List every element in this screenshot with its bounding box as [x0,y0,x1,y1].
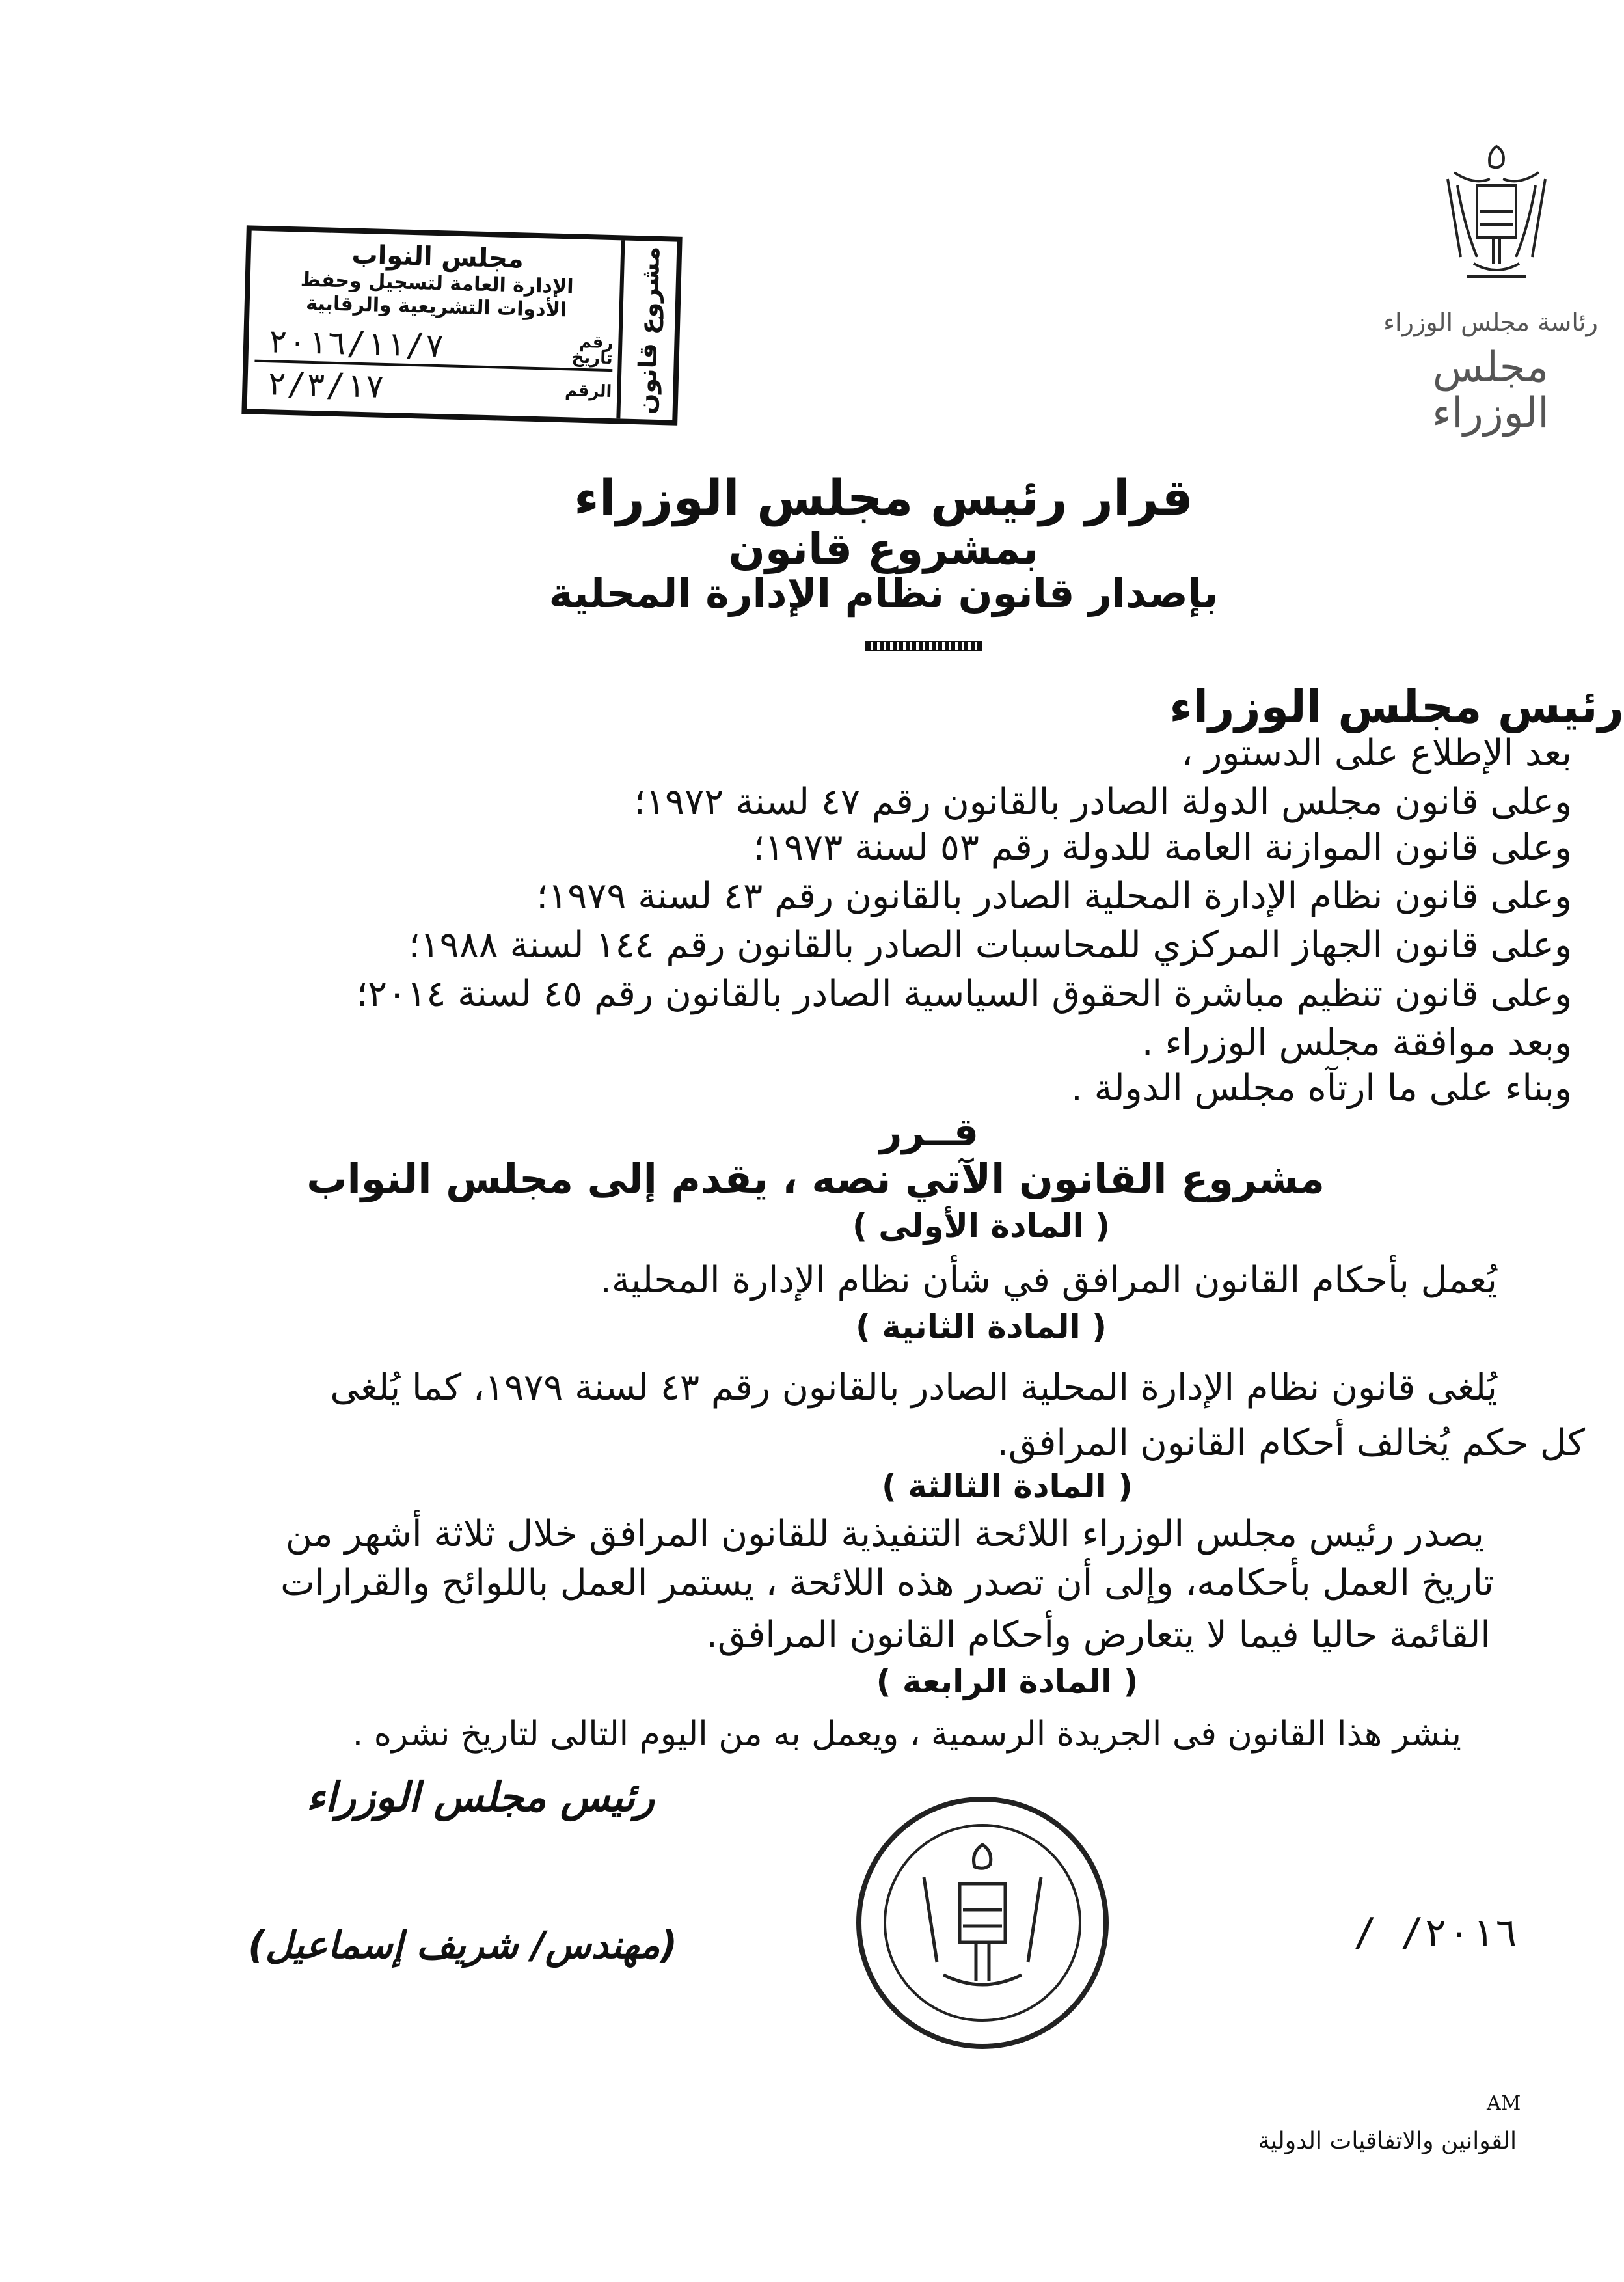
preamble-line-8: وبناء على ما ارتآه مجلس الدولة . [1070,1067,1572,1109]
signatory-name: (مهندس/ شريف إسماعيل) [248,1923,677,1967]
decree-title: قرار رئيس مجلس الوزراء [574,469,1193,526]
registration-stamp-side [616,240,677,420]
ministry-stamp [1383,299,1598,436]
preamble-line-1: بعد الإطلاع على الدستور ، [1181,732,1572,774]
preamble-line-7: وبعد موافقة مجلس الوزراء . [1141,1022,1572,1064]
council-name: مجلس النواب [351,239,524,275]
decree-subject: بإصدار قانون نظام الإدارة المحلية [548,569,1219,617]
article-3-line-3: القائمة حاليا فيما لا يتعارض وأحكام القانون المرافق. [706,1614,1491,1656]
registration-stamp [241,225,682,425]
stamp-serial-row [254,364,612,411]
official-seal-icon [846,1786,1119,2059]
draft-law-label: مشروع قانون [632,245,666,415]
decision-line: مشروع القانون الآتي نصه ، يقدم إلى مجلس النواب [306,1155,1325,1202]
date-label: تاريخ [571,347,614,369]
article-2-heading: ( المادة الثانية ) [856,1308,1107,1346]
eagle-emblem-icon [1428,133,1565,290]
department-line-2: الأدوات التشريعية والرقابية [305,292,567,322]
article-4-heading: ( المادة الرابعة ) [876,1663,1139,1700]
article-2-line-1: يُلغى قانون نظام الإدارة المحلية الصادر بالقانون رقم ٤٣ لسنة ١٩٧٩، كما يُلغى [330,1366,1497,1409]
signature-title: رئيس مجلس الوزراء [306,1773,655,1821]
footer-code: AM [1487,2092,1521,2115]
serial-label: الرقم [564,381,612,402]
article-3-line-1: يصدر رئيس مجلس الوزراء اللائحة التنفيذية للقانون المرافق خلال ثلاثة أشهر من [285,1513,1484,1555]
decision-word: قــرر [879,1109,979,1155]
signature-date: / /٢٠١٦ [1353,1910,1518,1955]
article-1-heading: ( المادة الأولى ) [852,1207,1111,1245]
decree-subtitle: بمشروع قانون [728,524,1039,574]
ministry-line-1: رئاسة مجلس الوزراء [1383,308,1598,336]
registration-stamp-body [247,230,625,418]
stamp-number-date-labels [571,332,614,369]
handwritten-serial: ٢/٣/١٧ [266,364,385,405]
preamble-line-5: وعلى قانون الجهاز المركزي للمحاسبات الصادر بالقانون رقم ١٤٤ لسنة ١٩٨٨؛ [408,924,1572,966]
ministry-line-2: مجلس الوزراء [1431,344,1550,437]
preamble-line-6: وعلى قانون تنظيم مباشرة الحقوق السياسية الصادر بالقانون رقم ٤٥ لسنة ٢٠١٤؛ [356,973,1572,1015]
article-3-heading: ( المادة الثالثة ) [882,1467,1133,1505]
stamp-date-row [254,322,613,372]
department-line-1: الإدارة العامة لتسجيل وحفظ [300,268,574,299]
preamble-line-4: وعلى قانون نظام الإدارة المحلية الصادر بالقانون رقم ٤٣ لسنة ١٩٧٩؛ [536,875,1572,917]
article-4-line-1: ينشر هذا القانون فى الجريدة الرسمية ، ويعمل به من اليوم التالى لتاريخ نشره . [352,1715,1461,1754]
number-label: رقم [578,332,614,353]
preamble-line-3: وعلى قانون الموازنة العامة للدولة رقم ٥٣ لسنة ١٩٧٣؛ [753,826,1572,869]
footer-department: القوانين والاتفاقيات الدولية [1258,2128,1517,2154]
preamble-line-2: وعلى قانون مجلس الدولة الصادر بالقانون رقم ٤٧ لسنة ١٩٧٢؛ [634,781,1572,823]
article-2-line-2: كل حكم يُخالف أحكام القانون المرافق. [997,1422,1585,1464]
handwritten-date: ٢٠١٦/١١/٧ [267,322,445,365]
article-3-line-2: تاريخ العمل بأحكامه، وإلى أن تصدر هذه اللائحة ، يستمر العمل باللوائح والقرارات [280,1562,1494,1604]
article-1-line-1: يُعمل بأحكام القانون المرافق في شأن نظام الإدارة المحلية. [600,1259,1497,1301]
title-divider [865,641,982,651]
issuer-heading: رئيس مجلس الوزراء [1169,680,1624,733]
